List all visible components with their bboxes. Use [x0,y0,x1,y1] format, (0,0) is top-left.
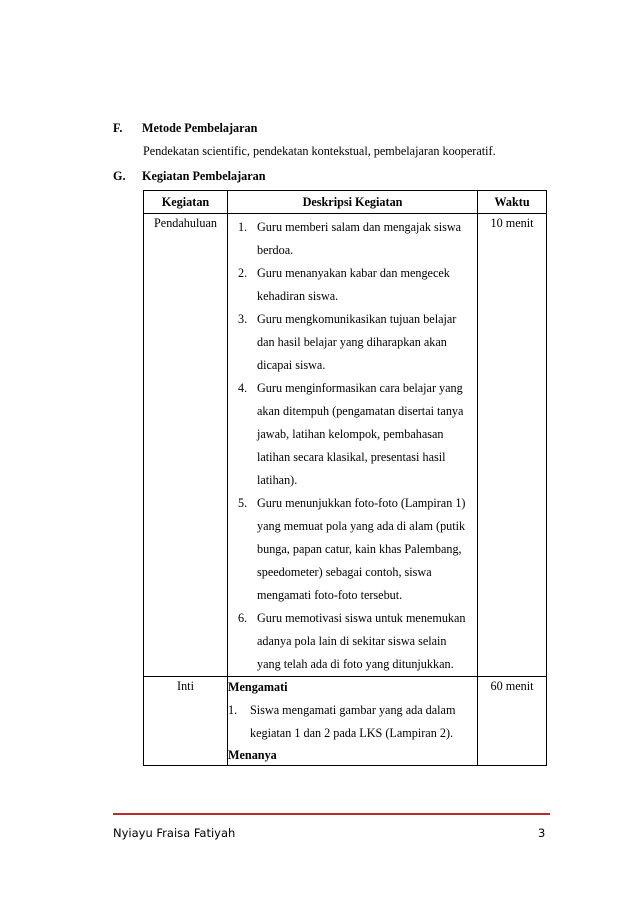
section-g-title: Kegiatan Pembelajaran [142,169,266,183]
list-item: 1. Guru memberi salam dan mengajak siswa berdoa. [238,220,462,257]
table-row [144,677,547,766]
page-number: 3 [538,826,546,840]
header-kegiatan: Kegiatan [144,191,228,214]
time-cell: 10 menit [478,214,547,677]
list-item: 4. Guru menginformasikan cara belajar yang akan ditempuh (pengamatan disertai tanya jawab, latihan kelompok, pembahasan latihan secara klasikal, presentasi hasil latihan). [238,381,464,487]
table-row [144,214,547,677]
list-item: 6. Guru memotivasi siswa untuk menemukan adanya pola lain di sekitar siswa selain yang telah ada di foto yang ditunjukkan. [238,611,466,671]
section-f-title: Metode Pembelajaran [142,121,258,135]
header-waktu: Waktu [478,191,547,214]
list-item: 3. Guru mengkomunikasikan tujuan belajar dan hasil belajar yang diharapkan akan dicapai siswa. [238,312,457,372]
time-cell: 60 menit [478,677,547,766]
description-cell [228,677,478,766]
section-g-number: G. [113,169,126,183]
table-header-row [144,191,547,214]
list-item: 5. Guru menunjukkan foto-foto (Lampiran 1) yang memuat pola yang ada di alam (putik bunga, papan catur, kain khas Palembang, speedometer) sebagai contoh, siswa mengamati foto-foto tersebut. [238,496,466,602]
method-text: Pendekatan scientific, pendekatan kontekstual, pembelajaran kooperatif. [143,144,496,158]
section-f-number: F. [113,121,123,135]
activity-table [143,190,547,766]
list-item: 2. Guru menanyakan kabar dan mengecek kehadiran siswa. [238,266,450,303]
subheading-mengamati: Mengamati [228,680,288,694]
subheading-menanya: Menanya [228,748,277,762]
description-cell [228,214,478,677]
footer-rule [113,813,550,815]
activity-cell: Inti [144,677,228,766]
list-item: 1. Siswa mengamati gambar yang ada dalam kegiatan 1 dan 2 pada LKS (Lampiran 2). [228,703,456,740]
footer-author: Nyiayu Fraisa Fatiyah [113,826,236,840]
activity-cell: Pendahuluan [144,214,228,677]
header-deskripsi: Deskripsi Kegiatan [228,191,478,214]
